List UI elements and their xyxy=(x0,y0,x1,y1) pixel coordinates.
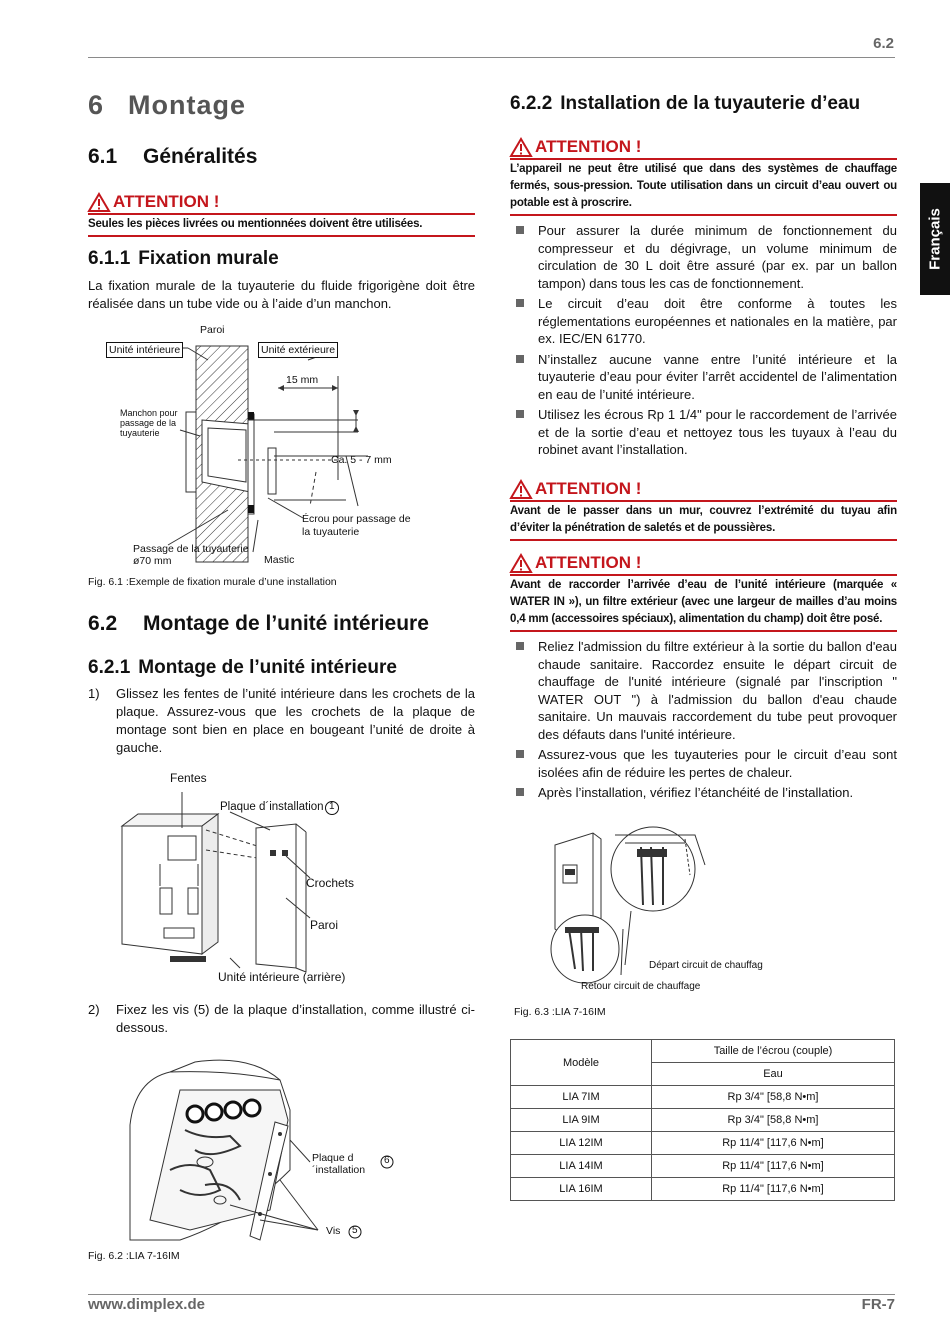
bullet-text: Le circuit d’eau doit être conforme à toutes les réglementations européennes et nationales en la matière, par ex. IEC/EN 61770. xyxy=(538,296,897,346)
step-text: Glissez les fentes de l’unité intérieure dans les crochets de la plaque. Assurez-vous que les crochets de la plaque de montage sont bien en place en bougeant l’unité de droite à gauche. xyxy=(116,686,475,755)
label-ca-5-7mm: Ca. 5 - 7 mm xyxy=(331,454,392,466)
mount-step-2 xyxy=(88,1001,475,1037)
attention-rule xyxy=(510,574,897,576)
bullet-item xyxy=(510,295,897,348)
cell-model: LIA 9IM xyxy=(511,1109,652,1132)
language-tab xyxy=(920,183,950,295)
attention-rule xyxy=(510,158,897,160)
bullet-text: Assurez-vous que les tuyauteries pour le circuit d’eau sont isolées afin de réduire les pertes de chaleur. xyxy=(538,747,897,780)
label-unite-exterieure: Unité extérieure xyxy=(258,342,338,358)
label-fentes: Fentes xyxy=(170,771,207,785)
label-depart: Départ circuit de chauffag xyxy=(649,960,763,971)
label-mastic: Mastic xyxy=(264,554,295,566)
figure-6-3 xyxy=(545,825,763,1000)
attention-rule xyxy=(510,500,897,502)
attention-label: ATTENTION ! xyxy=(535,137,642,156)
figure-indoor-unit-mounting xyxy=(110,768,370,988)
header-model: Modèle xyxy=(511,1040,652,1086)
section-number: 6.1.1 xyxy=(88,248,131,269)
installation-plate-diagram xyxy=(110,1050,410,1245)
label-vis-number: 5 xyxy=(352,1225,358,1236)
section-6-2-1-heading xyxy=(88,657,397,679)
section-number: 6.1 xyxy=(88,145,118,168)
section-6-2-2-heading xyxy=(510,93,860,115)
chapter-title-text: Montage xyxy=(128,90,247,120)
mount-step-1 xyxy=(88,685,475,757)
bullet-text: Reliez l'admission du filtre extérieur à la sortie du ballon d'eau chaude sanitaire. Raccordez ensuite le départ circuit de chauffage de l'unité intérieure (signalé par l'inscription " WATER OUT ") à l'admission du ballon d'eau chaude sanitaire. Un mauvais raccordement du tube peut provoquer des défauts dans l'unité intérieure. xyxy=(538,639,897,742)
mount-step-list-2 xyxy=(88,1001,475,1037)
chapter-title xyxy=(88,90,246,121)
table-row xyxy=(511,1132,895,1155)
label-unite-arriere: Unité intérieure (arrière) xyxy=(218,970,346,984)
label-crochets: Crochets xyxy=(306,876,355,890)
bullet-square-icon xyxy=(516,642,524,650)
attention-title xyxy=(510,479,897,499)
figure-6-3-caption: Fig. 6.3 :LIA 7-16IM xyxy=(514,1006,606,1018)
bullet-item xyxy=(510,406,897,459)
warning-icon xyxy=(88,193,110,212)
attention-bottom-rule xyxy=(510,539,897,541)
table-row xyxy=(511,1109,895,1132)
label-paroi: Paroi xyxy=(310,918,339,932)
water-connection-diagram xyxy=(545,825,763,1000)
water-bullets-1 xyxy=(510,222,897,462)
attention-label: ATTENTION ! xyxy=(113,192,220,211)
label-manchon: Manchon pour passage de la tuyauterie xyxy=(120,408,178,438)
bullet-square-icon xyxy=(516,226,524,234)
figure-6-1-caption: Fig. 6.1 :Exemple de fixation murale d’une installation xyxy=(88,576,337,588)
attention-text: L’appareil ne peut être utilisé que dans des systèmes de chauffage fermés, sous-pression. Toute utilisation dans un circuit d’eau ouvert ou potable est à proscrire. xyxy=(510,163,897,209)
mount-step-list xyxy=(88,685,475,757)
bullet-square-icon xyxy=(516,299,524,307)
bullet-text: Après l’installation, vérifiez l’étanchéité de l’installation. xyxy=(538,785,854,800)
attention-label: ATTENTION ! xyxy=(535,479,642,498)
section-6-1-1-heading xyxy=(88,248,279,270)
footer-url[interactable]: www.dimplex.de xyxy=(88,1296,205,1313)
wall-mount-paragraph: La fixation murale de la tuyauterie du fluide frigorigène doit être réalisée dans un tube vide ou à l’aide d’un manchon. xyxy=(88,278,475,311)
label-vis: Vis xyxy=(326,1225,341,1237)
cell-model: LIA 16IM xyxy=(511,1178,652,1201)
label-plaque-installation: Plaque d´installation xyxy=(220,801,324,813)
header-size: Taille de l’écrou (couple) xyxy=(652,1040,895,1063)
cell-model: LIA 14IM xyxy=(511,1155,652,1178)
figure-wall-mount xyxy=(88,320,475,570)
table-row xyxy=(511,1178,895,1201)
bullet-square-icon xyxy=(516,788,524,796)
warning-icon xyxy=(510,554,532,573)
cell-eau: Rp 3/4" [58,8 N•m] xyxy=(652,1109,895,1132)
label-retour: Retour circuit de chauffage xyxy=(581,981,701,992)
section-title: Généralités xyxy=(143,145,258,168)
figure-6-2-caption: Fig. 6.2 :LIA 7-16IM xyxy=(88,1250,180,1262)
section-number: 6.2.1 xyxy=(88,657,131,678)
section-title: Montage de l’unité intérieure xyxy=(143,612,429,635)
attention-label: ATTENTION ! xyxy=(535,553,642,572)
bullet-square-icon xyxy=(516,355,524,363)
attention-title xyxy=(88,192,475,212)
attention-title xyxy=(510,137,897,157)
table-row xyxy=(511,1155,895,1178)
attention-text: Avant de raccorder l’arrivée d’eau de l’unité intérieure (marquée « WATER IN »), un filtre extérieur (avec une largeur de mailles d’au moins 0,4 mm (accessoires spéciaux), alimentation du champ) doit être posé. xyxy=(510,579,897,625)
footer-page-number: FR-7 xyxy=(861,1296,895,1313)
footer-rule xyxy=(88,1294,895,1295)
language-tab-label: Français xyxy=(926,208,944,270)
section-title: Installation de la tuyauterie d’eau xyxy=(560,93,861,114)
bullet-item xyxy=(510,784,897,802)
figure-6-2 xyxy=(110,1050,410,1245)
step-text: Fixez les vis (5) de la plaque d’installation, comme illustré ci-dessous. xyxy=(116,1002,475,1035)
step-number: 1) xyxy=(88,686,100,701)
attention-text: Avant de le passer dans un mur, couvrez l’extrémité du tuyau afin d’éviter la pénétration de saletés et de poussières. xyxy=(510,505,897,534)
attention-bottom-rule xyxy=(88,235,475,237)
chapter-number: 6 xyxy=(88,90,105,120)
cell-eau: Rp 11/4" [117,6 N•m] xyxy=(652,1132,895,1155)
cell-eau: Rp 11/4" [117,6 N•m] xyxy=(652,1178,895,1201)
cell-eau: Rp 3/4" [58,8 N•m] xyxy=(652,1086,895,1109)
attention-bottom-rule xyxy=(510,214,897,216)
attention-rule xyxy=(88,213,475,215)
label-plaque-installation: Plaque d´installation xyxy=(312,1152,366,1176)
section-title: Montage de l’unité intérieure xyxy=(138,657,397,678)
warning-icon xyxy=(510,480,532,499)
header-rule xyxy=(88,57,895,58)
bullet-item xyxy=(510,222,897,292)
attention-text: Seules les pièces livrées ou mentionnées doivent être utilisées. xyxy=(88,218,423,230)
bullet-text: N’installez aucune vanne entre l’unité intérieure et la tuyauterie d’eau pour éviter l’arrêt accidentel de l’alimentation en eau de l’unité intérieure. xyxy=(538,351,897,402)
label-passage: Passage de la tuyauterie ø70 mm xyxy=(133,543,249,567)
nut-size-table xyxy=(510,1039,895,1201)
section-6-1-heading xyxy=(88,145,257,169)
section-number: 6.2 xyxy=(88,612,118,635)
bullet-square-icon xyxy=(516,410,524,418)
table-row xyxy=(511,1086,895,1109)
bullet-item xyxy=(510,351,897,404)
header-eau: Eau xyxy=(652,1063,895,1086)
bullet-square-icon xyxy=(516,750,524,758)
table-header-row xyxy=(511,1040,895,1063)
water-bullets-2 xyxy=(510,638,897,805)
header-section-number: 6.2 xyxy=(873,35,894,52)
attention-title xyxy=(510,553,897,573)
label-ecrou: Écrou pour passage de la tuyauterie xyxy=(302,513,411,538)
attention-bottom-rule xyxy=(510,630,897,632)
label-unite-interieure: Unité intérieure xyxy=(106,342,183,358)
bullet-item xyxy=(510,746,897,781)
attention-box-3 xyxy=(510,479,897,541)
bullet-item xyxy=(510,638,897,743)
label-plaque-number: 6 xyxy=(384,1155,390,1166)
cell-model: LIA 7IM xyxy=(511,1086,652,1109)
label-paroi: Paroi xyxy=(200,324,225,336)
attention-box-4 xyxy=(510,553,897,632)
attention-box-2 xyxy=(510,137,897,216)
section-number: 6.2.2 xyxy=(510,93,553,114)
label-15mm: 15 mm xyxy=(286,374,319,386)
bullet-text: Pour assurer la durée minimum de fonctionnement du compresseur et du dégivrage, un volume minimum de circulation de 30 L doit être assuré (par ex. par un ballon tampon) dans tous les cas de fonctionnement. xyxy=(538,223,897,291)
warning-icon xyxy=(510,138,532,157)
section-title: Fixation murale xyxy=(138,248,279,269)
section-6-2-heading xyxy=(88,612,429,636)
cell-model: LIA 12IM xyxy=(511,1132,652,1155)
bullet-text: Utilisez les écrous Rp 1 1/4" pour le raccordement de l’arrivée et de la sortie d’eau et nettoyez tous les tuyaux à l’eau du robinet avant l’installation. xyxy=(538,407,897,457)
step-number: 2) xyxy=(88,1002,100,1017)
attention-box-1 xyxy=(88,192,475,237)
label-plaque-number: 1 xyxy=(329,801,335,812)
cell-eau: Rp 11/4" [117,6 N•m] xyxy=(652,1155,895,1178)
